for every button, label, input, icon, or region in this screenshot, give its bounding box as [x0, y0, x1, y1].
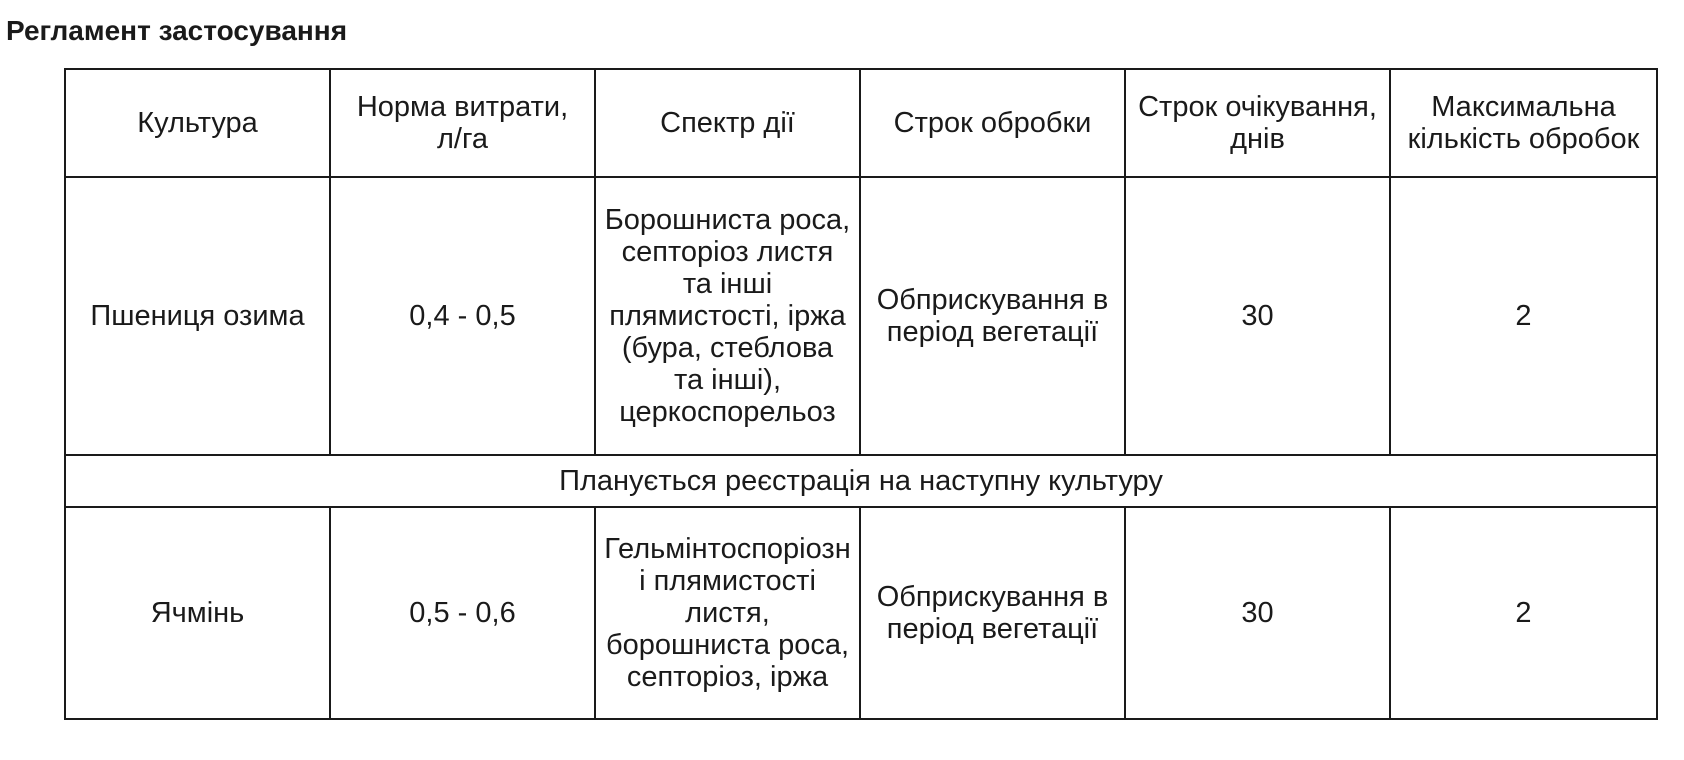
header-rate: Норма витрати, л/га [330, 69, 595, 177]
cell-waiting-period: 30 [1125, 507, 1390, 719]
header-spectrum: Спектр дії [595, 69, 860, 177]
header-culture: Культура [65, 69, 330, 177]
header-max-treatments: Максимальна кількість обробок [1390, 69, 1657, 177]
cell-treatment-time: Обприскування в період вегетації [860, 507, 1125, 719]
cell-culture: Пшениця озима [65, 177, 330, 455]
cell-rate: 0,4 - 0,5 [330, 177, 595, 455]
header-treatment-time: Строк обробки [860, 69, 1125, 177]
table-row [65, 507, 1657, 719]
cell-culture: Ячмінь [65, 507, 330, 719]
table-note-row [65, 455, 1657, 507]
cell-spectrum: Борошниста роса, септоріоз листя та інші плямистості, іржа (бура, стеблова та інші), церкоспорельоз [595, 177, 860, 455]
application-regulations-table [64, 68, 1658, 720]
cell-max-treatments: 2 [1390, 507, 1657, 719]
table-row [65, 177, 1657, 455]
cell-treatment-time: Обприскування в період вегетації [860, 177, 1125, 455]
header-waiting-period: Строк очікування, днів [1125, 69, 1390, 177]
cell-waiting-period: 30 [1125, 177, 1390, 455]
table-header-row [65, 69, 1657, 177]
cell-spectrum: Гельмінтоспоріозні плямистості листя, борошниста роса, септоріоз, іржа [595, 507, 860, 719]
page-title: Регламент застосування [6, 15, 348, 46]
registration-note: Планується реєстрація на наступну культуру [65, 455, 1657, 507]
cell-max-treatments: 2 [1390, 177, 1657, 455]
cell-rate: 0,5 - 0,6 [330, 507, 595, 719]
